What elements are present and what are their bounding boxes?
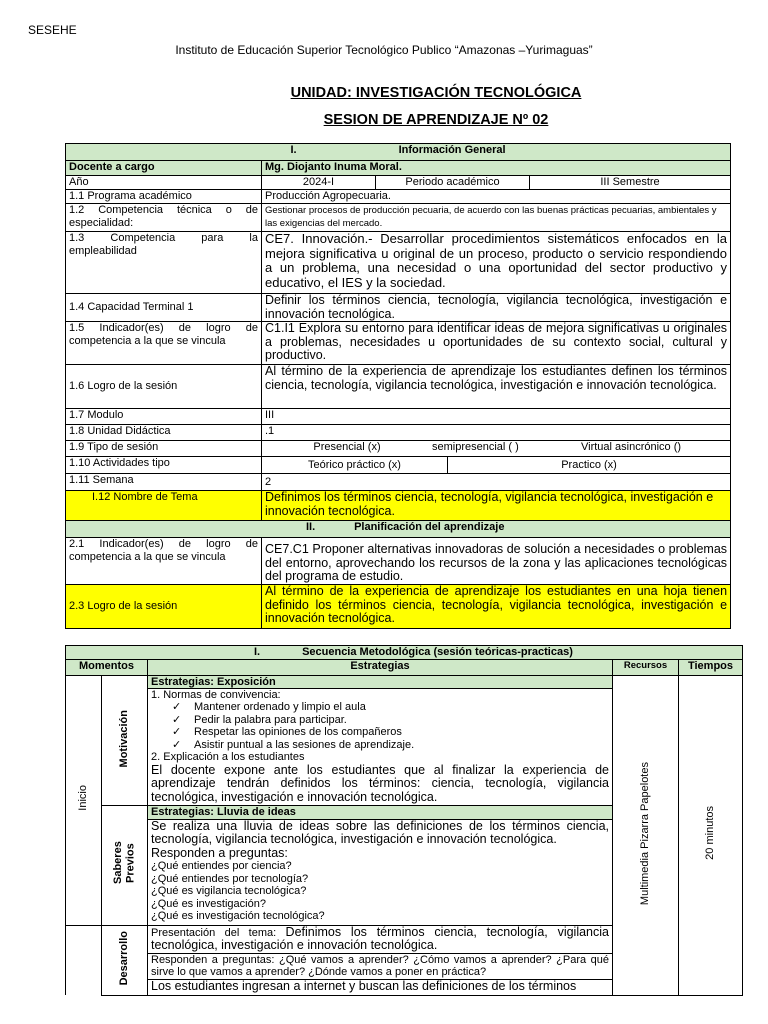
section-header-general [66, 144, 731, 161]
programa-value: Producción Agropecuaria. [262, 190, 731, 204]
section-number: I. [290, 144, 297, 156]
logro-23-value: Al término de la experiencia de aprendizaje los estudiantes en una hoja tienen definido los términos ciencia, tecnología, vigilancia tecnológica, investigación e innovación tecnológica. [262, 585, 731, 629]
unit-title: UNIDAD: INVESTIGACIÓN TECNOLÓGICA [290, 85, 582, 101]
programa-row [66, 190, 731, 204]
unidad-label: 1.8 Unidad Didáctica [66, 425, 262, 441]
anio-label: Año [66, 176, 262, 190]
desarrollo-cell [102, 925, 148, 995]
unidad-row [66, 425, 731, 441]
recursos-value: Multimedia Pizarra Papelotes [639, 761, 652, 905]
col-recursos: Recursos [613, 659, 679, 675]
competencia-tecnica-label: 1.2 Competencia técnica o de especialidad: [66, 204, 262, 232]
competencia-tecnica-row [66, 204, 731, 232]
periodo-value: III Semestre [530, 176, 731, 190]
semana-value: 2 [262, 474, 731, 491]
desarrollo-label: Desarrollo [118, 931, 131, 986]
docente-value: Mg. Diojanto Inuma Moral. [262, 161, 731, 176]
indicador-row [66, 322, 731, 365]
desarrollo-content [148, 925, 613, 995]
indicador-value: C1.I1 Explora su entorno para identificar ideas de mejora significativas u originales a problemas, necesidades u oportunidades de su contexto social, cultural y productivo. [262, 322, 731, 365]
question-item: ¿Qué es investigación? [151, 897, 266, 910]
capacidad-row [66, 294, 731, 322]
logro-row [66, 365, 731, 409]
tema-label: I.12 Nombre de Tema [66, 491, 262, 521]
tipo-sesion-row [66, 441, 731, 457]
docente-label: Docente a cargo [66, 161, 262, 176]
anio-row [66, 176, 731, 190]
tema-value: Definimos los términos ciencia, tecnología, vigilancia tecnológica, investigación e innovación tecnológica. [262, 491, 731, 521]
indicador-21-row [66, 538, 731, 585]
saberes-strategy: Estrategias: Lluvia de ideas [148, 806, 612, 820]
motivacion-content [148, 675, 613, 805]
norm-item: ✓ Mantener ordenado y limpio el aula [148, 701, 612, 714]
anio-value: 2024-I [262, 176, 376, 190]
recursos-cell [613, 675, 679, 995]
col-momentos: Momentos [66, 659, 148, 675]
saberes-prompt: Responden a preguntas: [151, 845, 288, 860]
document-code: SESEHE [28, 23, 77, 37]
motivacion-label: Motivación [118, 709, 131, 767]
actividad-practico: Practico (x) [561, 459, 617, 471]
question-item: ¿Qué es vigilancia tecnológica? [151, 885, 307, 897]
logro-value: Al término de la experiencia de aprendizaje los estudiantes definen los términos ciencia, tecnología, vigilancia tecnológica, investigación e innovación tecnológica. [262, 365, 731, 409]
session-title: SESION DE APRENDIZAJE Nº 02 [323, 112, 549, 128]
actividades-row [66, 457, 731, 474]
competencia-empleabilidad-row [66, 232, 731, 294]
actividad-teorico: Teórico práctico (x) [262, 457, 448, 473]
col-tiempos: Tiempos [679, 659, 743, 675]
motivacion-row [66, 675, 743, 805]
modulo-label: 1.7 Modulo [66, 409, 262, 425]
question-item: ¿Qué entiendes por tecnología? [151, 872, 309, 885]
tipo-virtual: Virtual asincrónico () [580, 441, 682, 453]
periodo-label: Periodo académico [376, 176, 530, 190]
modulo-row [66, 409, 731, 425]
section-number: II. [306, 521, 316, 533]
tipo-presencial: Presencial (x) [313, 441, 381, 453]
semana-row [66, 474, 731, 491]
competencia-empleabilidad-value: CE7. Innovación.- Desarrollar procedimientos sistemáticos enfocados en la mejora significativa u original de un proceso, producto o servicio respondiendo a un problema, una necesidad o una oportunidad del sector productivo y educativo, el IES y la sociedad. [262, 232, 731, 294]
logro-23-label: 2.3 Logro de la sesión [66, 585, 262, 629]
institute-name: Instituto de Educación Superior Tecnológico Publico “Amazonas –Yurimaguas” [175, 43, 593, 57]
inicio-label: Inicio [77, 785, 90, 812]
docente-row [66, 161, 731, 176]
motivacion-cell [102, 675, 148, 805]
norm-item: ✓ Pedir la palabra para participar. [148, 714, 612, 727]
desarrollo-questions: Responden a preguntas: ¿Qué vamos a aprender? ¿Cómo vamos a aprender? ¿Para qué sirve lo que vamos a aprender? ¿Dónde vamos a poner en práctica? [148, 954, 612, 980]
saberes-content [148, 805, 613, 925]
indicador-label: 1.5 Indicador(es) de logro de competencia a la que se vincula [66, 322, 262, 365]
capacidad-value: Definir los términos ciencia, tecnología, vigilancia tecnológica, investigación e innovación tecnológica. [262, 294, 731, 322]
tiempos-cell [679, 675, 743, 995]
tema-row [66, 491, 731, 521]
section-header-planificacion [66, 521, 731, 538]
inicio-cell [66, 675, 102, 925]
indicador-21-value: CE7.C1 Proponer alternativas innovadoras de solución a necesidades o problemas del entorno, aprovechando los recursos de la zona y las aplicaciones tecnológicas del programa de estudio. [262, 538, 731, 585]
section-header-secuencia [66, 646, 743, 660]
norm-item: ✓ Respetar las opiniones de los compañeros [148, 726, 612, 739]
norms-title: 1. Normas de convivencia: [151, 688, 281, 701]
motivacion-text: El docente expone ante los estudiantes que al finalizar la experiencia de aprendizaje tendrán definidos los términos: ciencia, tecnología, vigilancia tecnológica, investigación e innovación tecnológica. [151, 762, 609, 804]
methodology-sequence-table [65, 645, 743, 996]
competencia-tecnica-value: Gestionar procesos de producción pecuaria, de acuerdo con las buenas prácticas pecuarias, ambientales y las exigencias del mercado. [262, 204, 731, 232]
unidad-value: .1 [262, 425, 731, 441]
desarrollo-internet: Los estudiantes ingresan a internet y buscan las definiciones de los términos [151, 978, 577, 993]
logro-23-row [66, 585, 731, 629]
saberes-text: Se realiza una lluvia de ideas sobre las definiciones de los términos ciencia, tecnología, vigilancia tecnológica, investigación e innovación tecnológica. [151, 818, 609, 846]
presentacion-text: Definimos los términos ciencia, tecnología, vigilancia tecnológica, investigación e innovación tecnológica. [151, 925, 609, 952]
tiempos-value: 20 minutos [704, 806, 717, 861]
section-title: Secuencia Metodológica (sesión teóricas-practicas) [302, 646, 573, 658]
motivacion-strategy: Estrategias: Exposición [148, 676, 612, 689]
question-item: ¿Qué entiendes por ciencia? [151, 860, 292, 872]
actividades-label: 1.10 Actividades tipo [66, 457, 262, 474]
tipo-semipresencial: semipresencial ( ) [432, 441, 519, 453]
semana-label: 1.11 Semana [66, 474, 262, 491]
competencia-empleabilidad-label: 1.3 Competencia para la empleabilidad [66, 232, 262, 294]
question-item: ¿Qué es investigación tecnológica? [151, 910, 325, 922]
saberes-cell [102, 805, 148, 925]
norm-item: ✓ Asistir puntual a las sesiones de aprendizaje. [148, 739, 612, 752]
explicacion-title: 2. Explicación a los estudiantes [151, 751, 305, 763]
general-info-table [65, 143, 731, 629]
section-title: Información General [398, 144, 506, 156]
presentacion-lead: Presentación del tema: [151, 926, 286, 939]
indicador-21-label: 2.1 Indicador(es) de logro de competencia a la que se vincula [66, 538, 262, 585]
section-number: I. [254, 646, 261, 658]
capacidad-label: 1.4 Capacidad Terminal 1 [66, 294, 262, 322]
tipo-sesion-label: 1.9 Tipo de sesión [66, 441, 262, 457]
sequence-header-row [66, 659, 743, 675]
modulo-value: III [262, 409, 731, 425]
programa-label: 1.1 Programa académico [66, 190, 262, 204]
col-estrategias: Estrategias [148, 659, 613, 675]
saberes-label: Saberes Previos [112, 841, 137, 885]
section-title: Planificación del aprendizaje [354, 521, 505, 533]
logro-label: 1.6 Logro de la sesión [66, 365, 262, 409]
